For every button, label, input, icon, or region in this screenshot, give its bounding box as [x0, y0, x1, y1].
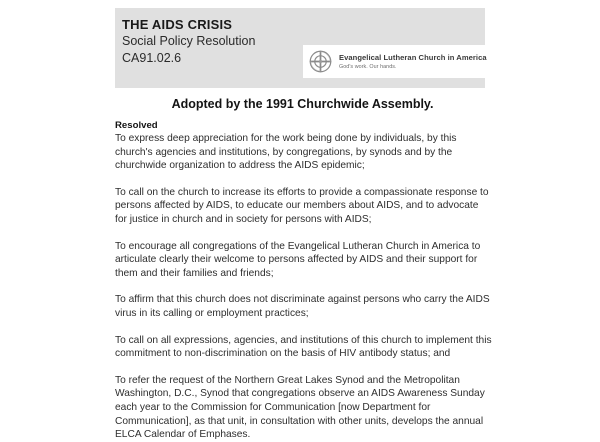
organization-tagline: God's work. Our hands.: [339, 63, 397, 70]
elca-logo-lockup: [303, 45, 489, 78]
organization-name: Evangelical Lutheran Church in America: [339, 52, 487, 62]
resolution-paragraph: To refer the request of the Northern Great Lakes Synod and the Metropolitan Washington, D.C., Synod that congregations observe an AIDS Awareness Sunday each year to the Commission for Communication [now Department for Communication], as that unit, in consultation with other units, develops the annual ELCA Calendar of Emphases.: [115, 374, 485, 441]
resolution-paragraph: To affirm that this church does not discriminate against persons who carry the AIDS virus in its calling or employment practices;: [115, 294, 490, 319]
resolution-body: [115, 120, 493, 442]
adopted-statement: Adopted by the 1991 Churchwide Assembly.: [171, 97, 434, 111]
document-number: CA91.02.6: [122, 51, 182, 65]
section-heading-resolved: Resolved: [115, 120, 158, 131]
resolution-paragraph: To encourage all congregations of the Evangelical Lutheran Church in America to articulate clearly their welcome to persons affected by AIDS and their support for them and their families and friends;: [115, 240, 481, 279]
resolution-paragraph: To express deep appreciation for the work being done by individuals, by this church's agencies and institutions, by congregations, by synods and by the churchwide organization to address the AIDS epidemic;: [115, 133, 457, 172]
resolution-paragraph: To call on the church to increase its efforts to provide a compassionate response to persons affected by AIDS, to educate our members about AIDS, and to advocate for justice in church and in society for persons with AIDS;: [115, 186, 489, 225]
document-title: THE AIDS CRISIS: [122, 17, 233, 32]
logo-wordmark: [339, 53, 487, 71]
resolution-paragraph: To call on all expressions, agencies, and institutions of this church to implement this commitment to non-discrimination on the basis of HIV antibody status; and: [115, 334, 492, 360]
document-subtitle: Social Policy Resolution: [122, 34, 256, 48]
elca-celtic-cross-logo-icon: [309, 50, 332, 73]
